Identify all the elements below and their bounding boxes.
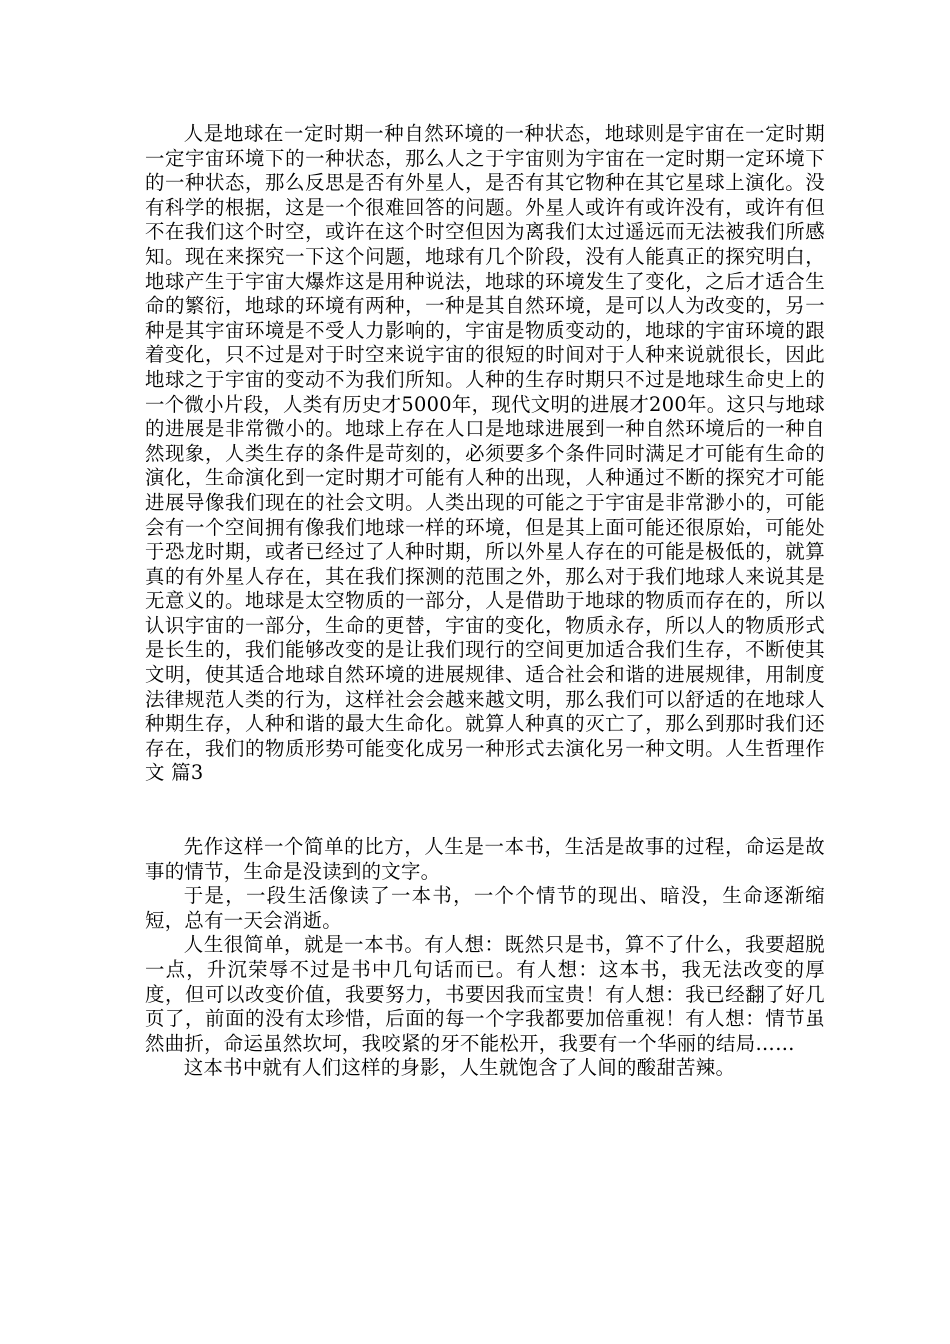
document-page: [145, 122, 825, 1081]
paragraph-4: 人生很简单，就是一本书。有人想：既然只是书，算不了什么，我要超脱一点，升沉荣辱不过是书中几句话而已。有人想：这本书，我无法改变的厚度，但可以改变价值，我要努力，书要因我而宝贵！有人想：我已经翻了好几页了，前面的没有太珍惜，后面的每一个字我都要加倍重视！有人想：情节虽然曲折，命运虽然坎坷，我咬紧的牙不能松开，我要有一个华丽的结局……: [145, 933, 825, 1055]
paragraph-1: 人是地球在一定时期一种自然环境的一种状态，地球则是宇宙在一定时期一定宇宙环境下的一种状态，那么人之于宇宙则为宇宙在一定时期一定环境下的一种状态，那么反思是否有外星人，是否有其它物种在其它星球上演化。没有科学的根据，这是一个很难回答的问题。外星人或许有或许没有，或许有但不在我们这个时空，或许在这个时空但因为离我们太过遥远而无法被我们所感知。现在来探究一下这个问题，地球有几个阶段，没有人能真正的探究明白，地球产生于宇宙大爆炸这是用种说法，地球的环境发生了变化，之后才适合生命的繁衍，地球的环境有两种，一种是其自然环境，是可以人为改变的，另一种是其宇宙环境是不受人力影响的，宇宙是物质变动的，地球的宇宙环境的跟着变化，只不过是对于时空来说宇宙的很短的时间对于人种来说就很长，因此地球之于宇宙的变动不为我们所知。人种的生存时期只不过是地球生命史上的一个微小片段，人类有历史才5000年，现代文明的进展才200年。这只与地球的进展是非常微小的。地球上存在人口是地球进展到一种自然环境后的一种自然现象，人类生存的条件是苛刻的，必须要多个条件同时满足才可能有生命的演化，生命演化到一定时期才可能有人种的出现，人种通过不断的探究才可能进展导像我们现在的社会文明。人类出现的可能之于宇宙是非常渺小的，可能会有一个空间拥有像我们地球一样的环境，但是其上面可能还很原始，可能处于恐龙时期，或者已经过了人种时期，所以外星人存在的可能是极低的，就算真的有外星人存在，其在我们探测的范围之外，那么对于我们地球人来说其是无意义的。地球是太空物质的一部分，人是借助于地球的物质而存在的，所以认识宇宙的一部分，生命的更替，宇宙的变化，物质永存，所以人的物质形式是长生的，我们能够改变的是让我们现行的空间更加适合我们生存，不断使其文明，使其适合地球自然环境的进展规律、适合社会和谐的进展规律，用制度法律规范人类的行为，这样社会会越来越文明，那么我们可以舒适的在地球人种期生存，人种和谐的最大生命化。就算人种真的灭亡了，那么到那时我们还存在，我们的物质形势可能变化成另一种形式去演化另一种文明。人生哲理作文 篇3: [145, 122, 825, 785]
paragraph-3: 于是，一段生活像读了一本书，一个个情节的现出、暗没，生命逐渐缩短，总有一天会消逝。: [145, 884, 825, 932]
paragraph-2: 先作这样一个简单的比方，人生是一本书，生活是故事的过程，命运是故事的情节，生命是没读到的文字。: [145, 835, 825, 883]
paragraph-5: 这本书中就有人们这样的身影，人生就饱含了人间的酸甜苦辣。: [183, 1056, 736, 1080]
